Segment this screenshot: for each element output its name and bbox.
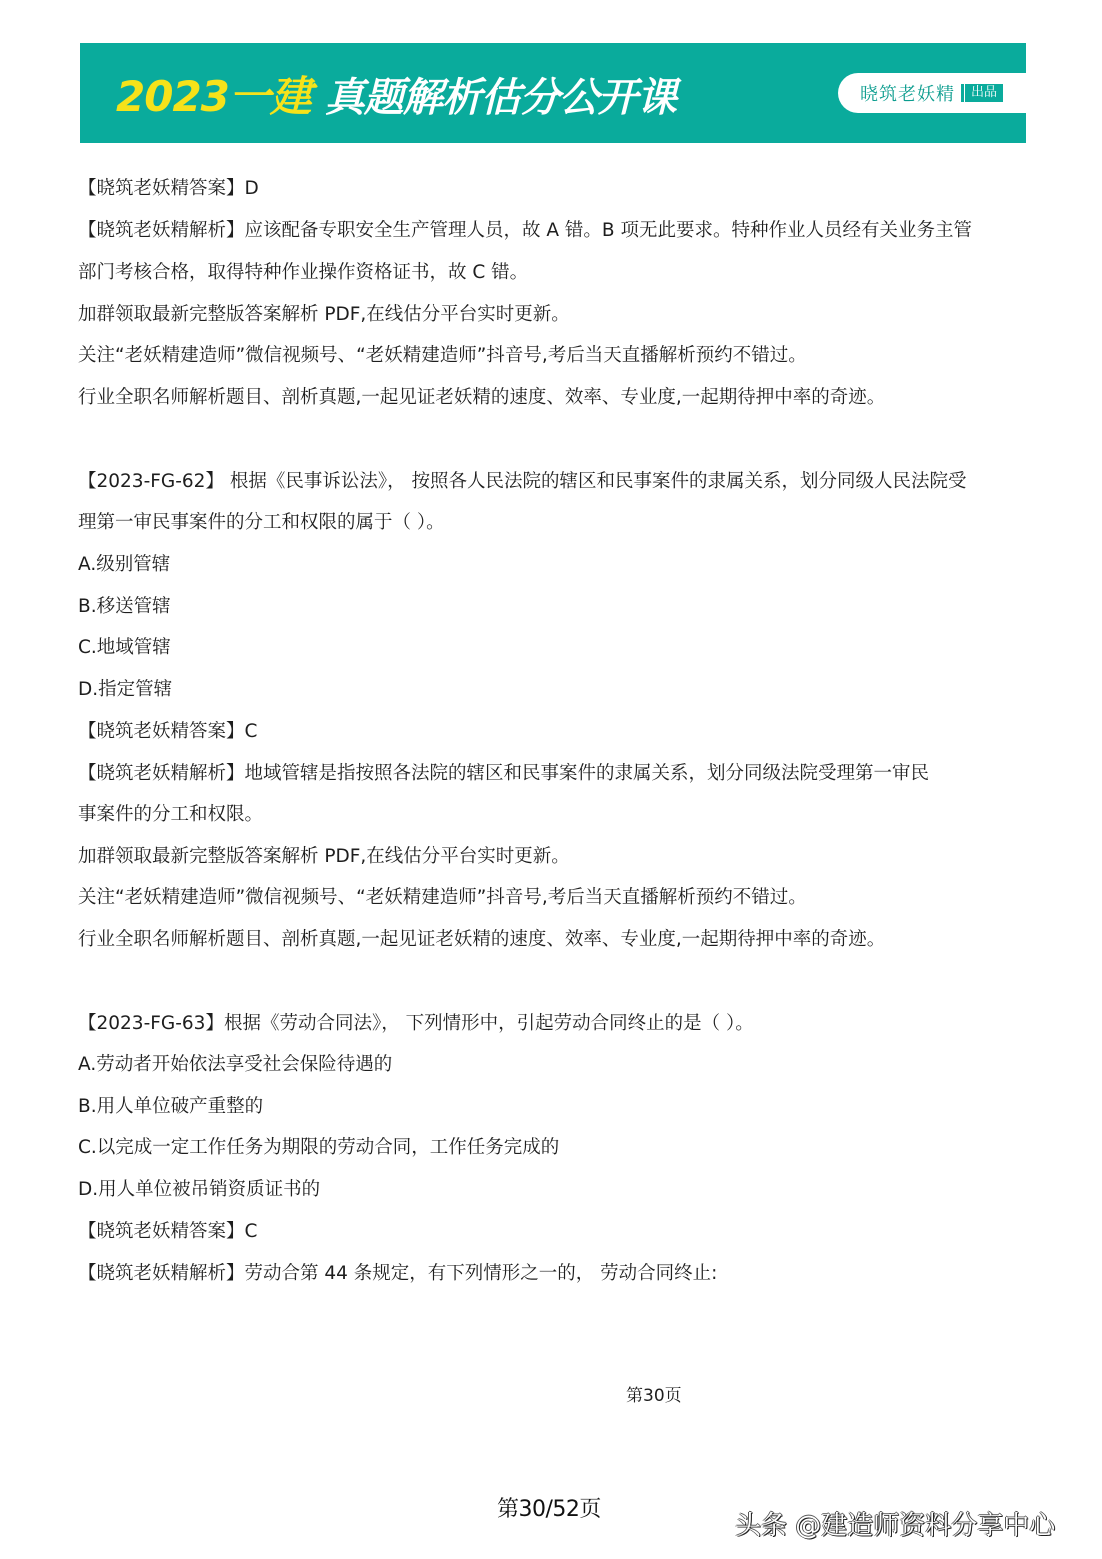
brand-badge	[838, 73, 1038, 113]
brand-tag: 出品	[965, 84, 1003, 102]
q63-option-b: B.用人单位破产重整的	[78, 1096, 264, 1117]
q62-answer: 【晓筑老妖精答案】C	[78, 721, 258, 742]
q63-answer: 【晓筑老妖精答案】C	[78, 1221, 258, 1242]
page-number: 第30页	[626, 1386, 682, 1406]
q63-option-c: C.以完成一定工作任务为期限的劳动合同，工作任务完成的	[78, 1137, 560, 1158]
q62-promo-line: 行业全职名师解析题目、剖析真题,一起见证老妖精的速度、效率、专业度,一起期待押中率的奇迹。	[78, 929, 886, 950]
prev-analysis-line: 部门考核合格，取得特种作业操作资格证书，故 C 错。	[78, 262, 529, 283]
q62-promo-line: 加群领取最新完整版答案解析 PDF,在线估分平台实时更新。	[78, 846, 570, 867]
prev-promo-line: 行业全职名师解析题目、剖析真题,一起见证老妖精的速度、效率、专业度,一起期待押中率的奇迹。	[78, 387, 886, 408]
q62-option-c: C.地域管辖	[78, 637, 171, 658]
q62-option-a: A.级别管辖	[78, 554, 171, 575]
banner-year-label: 2023一建	[116, 72, 311, 121]
prev-analysis-line: 【晓筑老妖精解析】应该配备专职安全生产管理人员，故 A 错。B 项无此要求。特种作业人员经有关业务主管	[78, 220, 972, 241]
page-indicator: 第30/52页	[497, 1497, 601, 1522]
header-banner	[80, 43, 1026, 143]
q62-promo-line: 关注“老妖精建造师”微信视频号、“老妖精建造师”抖音号,考后当天直播解析预约不错过。	[78, 887, 807, 908]
banner-main-title: 真题解析估分公开课	[324, 74, 676, 121]
prev-promo-line: 关注“老妖精建造师”微信视频号、“老妖精建造师”抖音号,考后当天直播解析预约不错过。	[78, 345, 807, 366]
q63-stem: 【2023-FG-63】根据《劳动合同法》， 下列情形中，引起劳动合同终止的是（ ）。	[78, 1013, 754, 1034]
q63-analysis: 【晓筑老妖精解析】劳动合第 44 条规定，有下列情形之一的， 劳动合同终止:	[78, 1263, 718, 1284]
brand-name: 晓筑老妖精	[860, 84, 955, 105]
q62-analysis-line: 事案件的分工和权限。	[78, 804, 264, 825]
q62-analysis-line: 【晓筑老妖精解析】地域管辖是指按照各法院的辖区和民事案件的隶属关系，划分同级法院受理第一审民	[78, 763, 930, 784]
q62-option-b: B.移送管辖	[78, 596, 171, 617]
q63-option-d: D.用人单位被吊销资质证书的	[78, 1179, 321, 1200]
q62-option-d: D.指定管辖	[78, 679, 173, 700]
q62-stem-line: 理第一审民事案件的分工和权限的属于（ ）。	[78, 512, 445, 533]
q62-stem-line: 【2023-FG-62】 根据《民事诉讼法》， 按照各人民法院的辖区和民事案件的隶属关系，划分同级人民法院受	[78, 471, 967, 492]
prev-promo-line: 加群领取最新完整版答案解析 PDF,在线估分平台实时更新。	[78, 304, 570, 325]
prev-answer: 【晓筑老妖精答案】D	[78, 178, 259, 199]
source-watermark: 头条 @建造师资料分享中心	[735, 1511, 1056, 1541]
banner-title	[116, 69, 676, 119]
q63-option-a: A.劳动者开始依法享受社会保险待遇的	[78, 1054, 393, 1075]
